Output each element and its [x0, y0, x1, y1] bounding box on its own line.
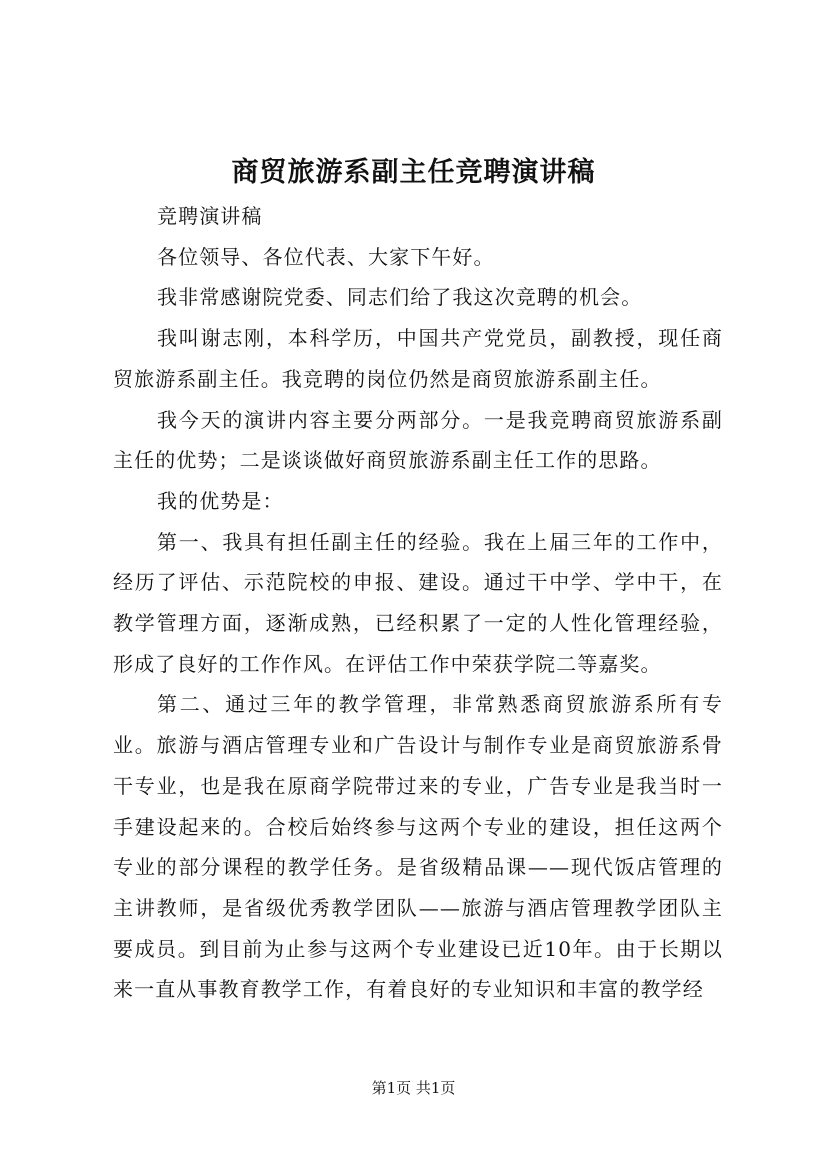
paragraph: 我今天的演讲内容主要分两部分。一是我竞聘商贸旅游系副主任的优势；二是谈谈做好商贸旅游系副主任工作的思路。 — [113, 407, 723, 473]
paragraph: 竞聘演讲稿 — [157, 204, 263, 228]
document-title: 商贸旅游系副主任竞聘演讲稿 — [231, 157, 596, 188]
paragraph: 第一、我具有担任副主任的经验。我在上届三年的工作中，经历了评估、示范院校的申报、建设。通过干中学、学中干，在教学管理方面，逐渐成熟，已经积累了一定的人性化管理经验，形成了良好的工作作风。在评估工作中荣获学院二等嘉奖。 — [113, 529, 723, 676]
paragraph: 我的优势是： — [157, 488, 284, 513]
paragraph: 各位领导、各位代表、大家下午好。 — [157, 244, 495, 269]
paragraph: 第二、通过三年的教学管理，非常熟悉商贸旅游系所有专业。旅游与酒店管理专业和广告设计与制作专业是商贸旅游系骨干专业，也是我在原商学院带过来的专业，广告专业是我当时一手建设起来的。合校后始终参与这两个专业的建设，担任这两个专业的部分课程的教学任务。是省级精品课——现代饭店管理的主讲教师，是省级优秀教学团队——旅游与酒店管理教学团队主要成员。到目前为止参与这两个专业建设已近10年。由于长期以来一直从事教育教学工作，有着良好的专业知识和丰富的教学经 — [113, 692, 723, 1002]
paragraph: 我叫谢志刚，本科学历，中国共产党党员，副教授，现任商贸旅游系副主任。我竞聘的岗位仍然是商贸旅游系副主任。 — [113, 326, 723, 391]
document-body — [113, 196, 723, 1010]
paragraph: 我非常感谢院党委、同志们给了我这次竞聘的机会。 — [157, 285, 643, 310]
page-footer: 第1页 共1页 — [371, 1079, 456, 1097]
